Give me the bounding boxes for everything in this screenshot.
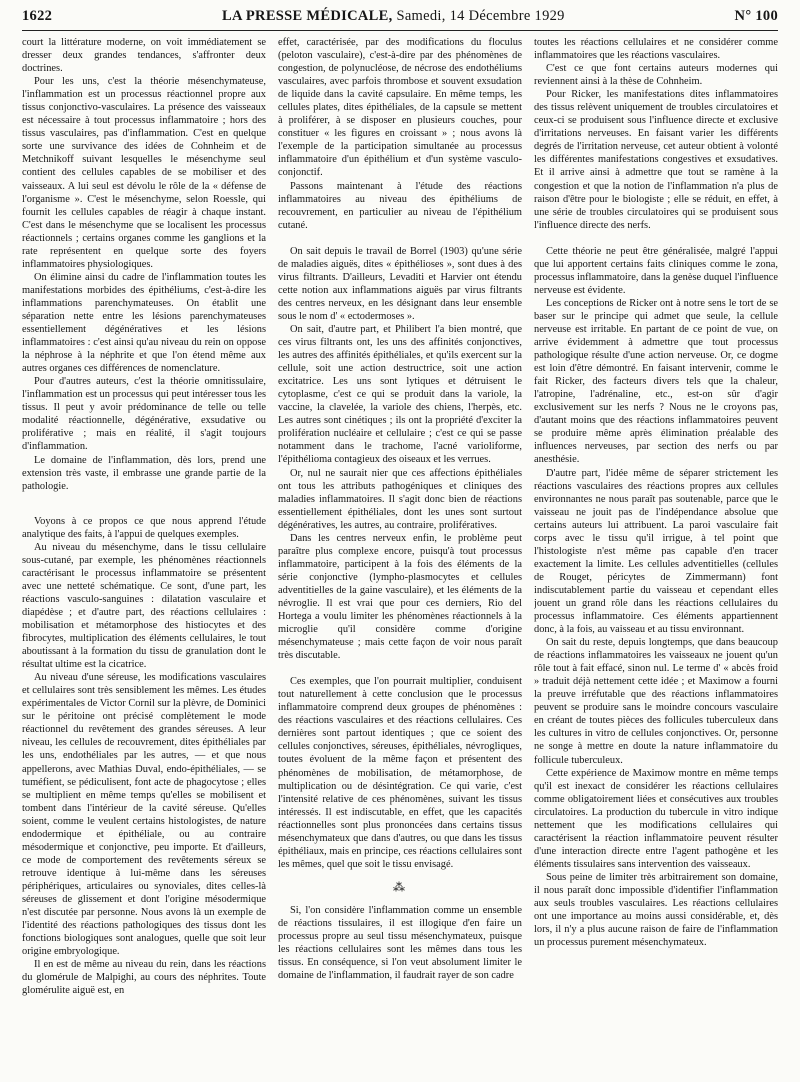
paragraph: D'autre part, l'idée même de séparer strictement les réactions vasculaires des réactions propres aux cellules environnantes ne nous paraît pas soutenable, parce que le vaisseau ne jouit pas de l'indépendance absolue que certains auteurs lui attribuent. La paroi vasculaire fait corps avec le tissu qu'il irrigue, à tel point que l'histologiste n'est même pas capable d'en tracer exactement la limite. Les cellules adventitielles (cellules de Rouget, péricytes de Zimmermann) font indiscutablement partie du vaisseau et cependant elles jouent un grand rôle dans les réactions cellulaires du processus inflammatoire. Ces éléments appartiennent donc, à la fois, au vaisseau et au tissu environnant. (534, 467, 778, 636)
paragraph: Ces exemples, que l'on pourrait multiplier, conduisent tout naturellement à cette conclusion que le processus inflammatoire comprend deux groupes de phénomènes : des réactions vasculaires et des réactions cellulaires. Ces dernières sont partout identiques ; que ce soient des cellules conjonctives, séreuses, épithéliales, névrogliques, toutes évoluent de la même façon et présentent des phénomènes de mobilisation, de métamorphose, de multiplication ou de désintégration. Ce qui varie, c'est l'intensité relative de ces phénomènes, suivant les tissus intéressés. Il est indiscutable, en effet, que les capacités réactionnelles sont plus prononcées dans certains tissus mésenchymateux que dans d'autres, ou que dans les tissus épithéliaux, mais en principe, ces réactions cellulaires sont les mêmes, quel que soit le tissu envisagé. (278, 676, 522, 870)
paragraph: Le domaine de l'inflammation, dès lors, prend une extension très vaste, il embrasse une grande partie de la pathologie. (22, 454, 266, 492)
running-head (222, 8, 565, 25)
header-rule (22, 30, 778, 31)
paragraph: Au niveau d'une séreuse, les modifications vasculaires et cellulaires sont très sensiblement les mêmes. Les études expérimentales de Victor Cornil sur la plèvre, de Dominici sur le péritoine ont précisé complètement le mode réactionnel du revêtement des grandes séreuses. A leur niveau, les cellules de recouvrement, dites épithéliales par les uns, endothéliales par les autres, — et que nous appellerons, avec Mathias Duval, endo-épithéliales, — se tuméfient, se pédiculisent, font acte de phagocytose ; elles se multiplient en même temps qu'elles se mobilisent et tombent dans l'intérieur de la cavité séreuse. Qu'elles soient, comme le veulent certains histologistes, de nature endodermique et épithéliale, ou au contraire mésodermique et conjonctive, peu importe. Et d'ailleurs, ce mode de comportement des revêtements séreux se retrouve identique à lui-même dans les séreuses périphériques, articulaires ou synoviales, dites celles-là séreuses de glissement et dont l'origine mésodermique n'est discutée par personne. Nous avons là un exemple de l'identité des réactions pathologiques des tissus dont les fonctions biologiques sont analogues, quelle que soit leur origine embryologique. (22, 672, 266, 958)
issue-date: Samedi, 14 Décembre 1929 (396, 8, 565, 24)
issue-number: N° 100 (734, 8, 778, 24)
journal-title: LA PRESSE MÉDICALE, (222, 8, 393, 24)
page-header (22, 8, 778, 28)
paragraph: Cette expérience de Maximow montre en même temps qu'il est inexact de considérer les réactions cellulaires comme obligatoirement liées et consécutives aux troubles circulatoires. La production du tubercule in vitro indique nettement que les modifications cellulaires qui caractérisent la réaction inflammatoire peuvent résulter d'une interaction directe entre l'agent pathogène et les éléments tissulaires sans intervention des vaisseaux. (534, 767, 778, 870)
paragraph: Pour Ricker, les manifestations dites inflammatoires des tissus relèvent uniquement de troubles circulatoires et ceux-ci se produisent sous l'influence directe et exclusive d'irritations nerveuses. En faisant varier les différents degrés de l'irritation nerveuse, cet auteur obtient à volonté les différentes manifestations congestives et exsudatives. Et il arrive ainsi à admettre que tout se ramène à la congestion et que la notion de l'inflammation n'a plus de raison d'être pour le biologiste ; elle se réduit, en effet, à une série de troubles circulatoires qui se produisent sous l'influence directe des nerfs. (534, 89, 778, 231)
paragraph: Dans les centres nerveux enfin, le problème peut paraître plus complexe encore, puisqu'à tout processus inflammatoire, participent à la fois des éléments de la série conjonctive (lympho-plasmocytes et cellules adventitielles de la gaine vasculaire), et les éléments de la névroglie. Il est vrai que pour ces derniers, Rio del Hortega a voulu limiter les phénomènes réactionnels à la microglie qu'il considère comme d'origine mésenchymateuse ; mais cette façon de voir nous paraît très discutable. (278, 532, 522, 662)
paragraph: Sous peine de limiter très arbitrairement son domaine, il nous paraît donc impossible d'identifier l'inflammation aux seuls troubles vasculaires. Les réactions cellulaires ont une importance au moins aussi considérable, et, dès lors, il n'y a plus aucune raison de faire de l'inflammation un processus purement mésenchymateux. (534, 871, 778, 949)
paragraph: Les conceptions de Ricker ont à notre sens le tort de se baser sur le principe qui admet que seule, la cellule nerveuse est irritable. En partant de ce point de vue, on arrive évidemment à admettre que tout processus pathologique résulte d'une action nerveuse. Or, ce dogme est loin d'être démontré. En faisant intervenir, comme le fait Ricker, des facteurs divers tels que la chaleur, l'atropine, l'adrénaline, etc., est-on sûr d'agir exclusivement sur les nerfs ? Nous ne le croyons pas, d'autant moins que des réactions inflammatoires peuvent se produire même après élimination préalable des influences nerveuses, par section des nerfs ou par anesthésie. (534, 297, 778, 466)
paragraph: Il en est de même au niveau du rein, dans les réactions du glomérule de Malpighi, au cours des néphrites. Toute glomérulite aiguë est, en (22, 959, 266, 997)
paragraph: Cette théorie ne peut être généralisée, malgré l'appui que lui apportent certains faits cliniques comme le zona, processus inflammatoire, dans la genèse duquel l'influence nerveuse est évidente. (534, 245, 778, 296)
paragraph: toutes les réactions cellulaires et ne considérer comme inflammatoires que les réactions vasculaires. (534, 37, 778, 62)
column-2 (278, 36, 522, 1074)
text-columns (22, 36, 778, 1074)
section-separator: ⁂ (393, 879, 407, 894)
paragraph: court la littérature moderne, on voit immédiatement se dresser deux grandes tendances, s'affronter deux doctrines. (22, 37, 266, 75)
paragraph: Passons maintenant à l'étude des réactions inflammatoires au niveau des épithéliums de recouvrement, en particulier au niveau de l'épithélium cutané. (278, 180, 522, 231)
paragraph: effet, caractérisée, par des modifications du floculus (peloton vasculaire), c'est-à-dire par des phénomènes de congestion, de polynucléose, de nécrose des endothéliums vasculaires, avec parfois thrombose et souvent exsudation de liquide dans la cavité capsulaire. En même temps, les cellules plates, dites épithéliales, de la capsule se mettent à proliférer, à se disposer en plusieurs couches, pour constituer « les figures en croissant » ; nous avons là l'exemple de la participation simultanée au processus inflammatoire d'un épithélium et d'un système vasculo-conjonctif. (278, 37, 522, 179)
paragraph: On sait, d'autre part, et Philibert l'a bien montré, que ces virus filtrants ont, les uns des affinités conjonctives, les autres des affinités épithéliales, et qu'ils exercent sur la cellule, soit une action destructrice, soit une action excitatrice. Les uns sont lytiques et détruisent le cytoplasme, c'est ce qui se produit dans la variole, la vaccine, la clavelée, la variole des chiens, l'herpès, etc. Les autres sont cinétiques ; ils ont la propriété d'exciter la prolifération nucléaire et cellulaire ; c'est ce qui se passe notamment dans le trachome, l'acné varioliforme, l'épithélioma contagieux des oiseaux et les verrues. (278, 323, 522, 466)
page-number: 1622 (22, 8, 53, 24)
paragraph: On élimine ainsi du cadre de l'inflammation toutes les manifestations morbides des épithéliums, c'est-à-dire les inflammations parenchymateuses. On établit une séparation nette entre les lésions parenchymateuses essentiellement dégénératives et les lésions inflammatoires : c'est ainsi qu'au niveau du rein on oppose la néphrose à la néphrite et que l'on étend même aux autres organes ces différences de nomenclature. (22, 271, 266, 375)
paragraph: Pour les uns, c'est la théorie mésenchymateuse, l'inflammation est un processus réactionnel propre aux tissus conjonctivo-vasculaires. La présence des vaisseaux est nécessaire à tout processus inflammatoire ; hors des tissus vasculaires, pas d'inflammation. C'est en quelque sorte une survivance des idées de Cohnheim et de Metchnikoff suivant lesquelles le mésenchyme seul contient des cellules capables de se mobiliser et des vaisseaux. A lui seul est dévolu le rôle de la « défense de l'organisme ». C'est le mésenchyme, selon Roessle, qui fournit les cellules capables de réagir à chaque instant. C'est dans le mésenchyme que se localisent les processus réactionnels ; certains organes comme les ganglions et la rate représentent en quelque sorte des foyers inflammatoires physiologiques. (22, 76, 266, 270)
paragraph: Au niveau du mésenchyme, dans le tissu cellulaire sous-cutané, par exemple, les phénomènes réactionnels caractérisant le processus inflammatoire se présentent avec une netteté schématique. Ce sont, d'une part, les réactions vasculo-sanguines : dilatation vasculaire et diapédèse ; et d'autre part, des réactions cellulaires : mobilisation et métamorphose des histiocytes et des fibrocytes, multiplication des éléments cellulaires, le tout aboutissant à la formation du tissu de granulation dont le résultat ultime est la cicatrice. (22, 541, 266, 671)
paragraph: Pour d'autres auteurs, c'est la théorie omnitissulaire, l'inflammation est un processus qui peut intéresser tous les tissus. Il peut y avoir prédominance de telle ou telle modalité réactionnelle, dégénérative, exsudative ou proliférative ; mais en réalité, il s'agit toujours d'inflammation. (22, 376, 266, 453)
column-1 (22, 36, 266, 1074)
column-3 (534, 36, 778, 1074)
paragraph: Si, l'on considère l'inflammation comme un ensemble de réactions tissulaires, il est illogique d'en faire un processus propre au seul tissu mésenchymateux, puisque les réactions cellulaires sont les mêmes dans tous les tissus. En conséquence, si l'on veut absolument limiter le domaine de l'inflammation, il faudrait rayer de son cadre (278, 904, 522, 982)
paragraph: Or, nul ne saurait nier que ces affections épithéliales ont tous les attributs pathogéniques et cliniques des maladies inflammatoires. Il s'agit donc bien de réactions essentiellement épithéliales, dont les unes sont surtout dégénératives, les autres, au contraire, prolifératives. (278, 467, 522, 531)
paragraph: On sait depuis le travail de Borrel (1903) qu'une série de maladies aiguës, dites « épithélioses », sont dues à des virus filtrants. D'ailleurs, Levaditi et Harvier ont étendu cette notion aux inflammations aiguës par virus filtrants des centres nerveux, en les désignant dans leur ensemble sous le nom d' « ectodermoses ». (278, 245, 522, 322)
paragraph: C'est ce que font certains auteurs modernes qui reviennent ainsi à la thèse de Cohnheim. (534, 63, 778, 88)
paragraph: On sait du reste, depuis longtemps, que dans beaucoup de réactions inflammatoires les vaisseaux ne jouent qu'un rôle tout à fait effacé, sinon nul. Le terme d' « abcès froid » traduit déjà nettement cette idée ; et Maximow a fourni la preuve irréfutable que des réactions inflammatoires peuvent se produire sans le moindre concours vasculaire en créant de toutes pièces des follicules tuberculeux dans les cultures in vitro de cellules conjonctives. Or, personne ne songe à mettre en doute la nature inflammatoire du follicule tuberculeux. (534, 637, 778, 766)
paragraph: Voyons à ce propos ce que nous apprend l'étude analytique des faits, à l'appui de quelques exemples. (22, 515, 266, 540)
